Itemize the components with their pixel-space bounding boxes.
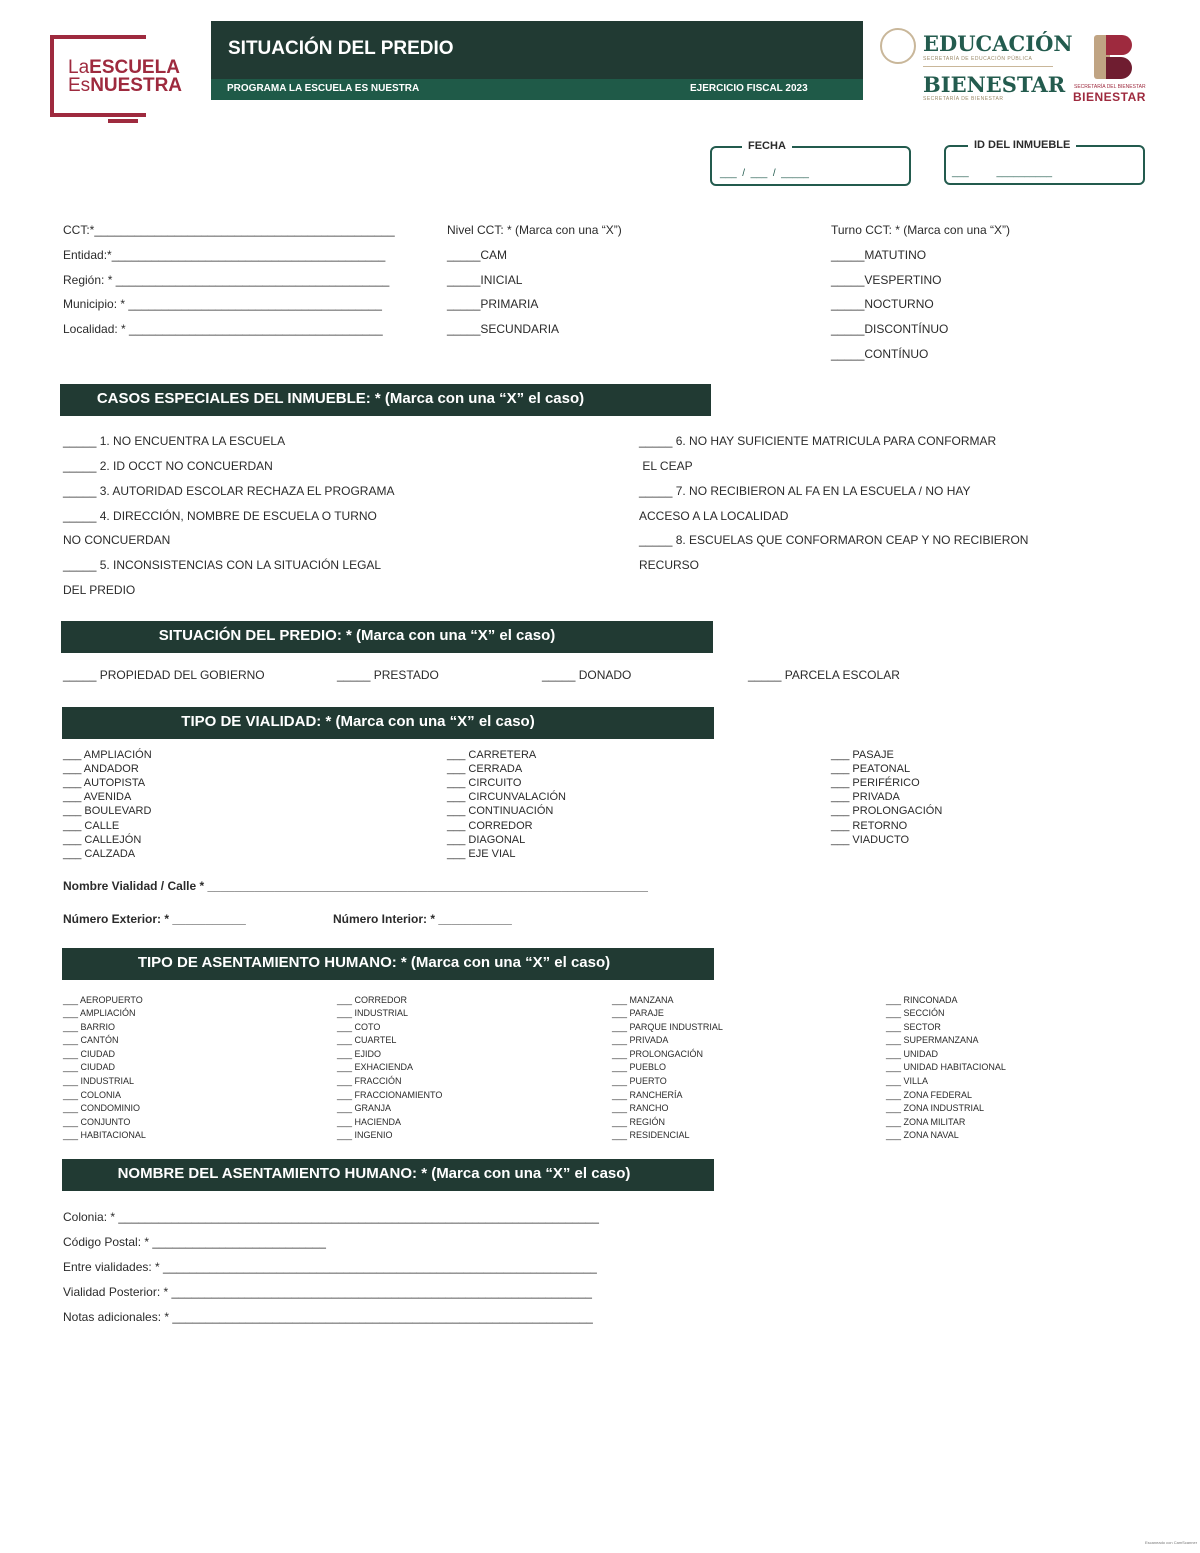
vialidad-option[interactable]: ___ EJE VIAL <box>447 848 516 860</box>
asentamiento-option[interactable]: ___ CIUDAD <box>63 1049 116 1059</box>
asentamiento-option[interactable]: ___ CANTÓN <box>63 1035 119 1045</box>
asentamiento-option[interactable]: ___ PUEBLO <box>612 1062 667 1072</box>
fiscal-year: EJERCICIO FISCAL 2023 <box>690 83 808 94</box>
national-seal-icon <box>880 28 916 64</box>
nombre-asentamiento-header: NOMBRE DEL ASENTAMIENTO HUMANO: * (Marca con una “X” el caso) <box>62 1159 714 1191</box>
asentamiento-option[interactable]: ___ VILLA <box>886 1076 929 1086</box>
vialidad-option[interactable]: ___ AUTOPISTA <box>63 777 146 789</box>
asentamiento-option[interactable]: ___ INDUSTRIAL <box>63 1076 135 1086</box>
asentamiento-option[interactable]: ___ ZONA FEDERAL <box>886 1090 973 1100</box>
predio-option[interactable]: _____ DONADO <box>542 668 632 682</box>
logo-nuestra: NUESTRA <box>90 75 183 96</box>
turno-cct-title: Turno CCT: * (Marca con una “X”) <box>831 223 1010 237</box>
vialidad-option[interactable]: ___ CALLE <box>63 820 120 832</box>
municipio-field[interactable]: Municipio: * ______________________________________ <box>63 297 382 311</box>
caso-option-continuation: DEL PREDIO <box>63 583 136 597</box>
nivel-option[interactable]: _____INICIAL <box>447 273 523 287</box>
asentamiento-option[interactable]: ___ COLONIA <box>63 1090 122 1100</box>
id-inmueble-label: ID DEL INMUEBLE <box>968 139 1076 151</box>
asentamiento-option[interactable]: ___ PRIVADA <box>612 1035 669 1045</box>
vialidad-option[interactable]: ___ RETORNO <box>831 820 908 832</box>
nivel-option[interactable]: _____CAM <box>447 248 508 262</box>
asentamiento-option[interactable]: ___ ZONA INDUSTRIAL <box>886 1103 985 1113</box>
caso-option[interactable]: _____ 4. DIRECCIÓN, NOMBRE DE ESCUELA O TURNO <box>63 509 377 523</box>
asentamiento-option[interactable]: ___ INGENIO <box>337 1130 393 1140</box>
numero-interior-field[interactable]: Número Interior: * ___________ <box>333 912 512 926</box>
vialidad-option[interactable]: ___ CONTINUACIÓN <box>447 805 554 817</box>
vialidad-option[interactable]: ___ PERIFÉRICO <box>831 777 920 789</box>
nivel-cct-title: Nivel CCT: * (Marca con una “X”) <box>447 223 622 237</box>
vialidad-option[interactable]: ___ VIADUCTO <box>831 834 910 846</box>
caso-option[interactable]: _____ 3. AUTORIDAD ESCOLAR RECHAZA EL PROGRAMA <box>63 484 395 498</box>
vialidad-option[interactable]: ___ PROLONGACIÓN <box>831 805 943 817</box>
predio-option[interactable]: _____ PROPIEDAD DEL GOBIERNO <box>63 668 265 682</box>
bienestar-subtitle: SECRETARÍA DE BIENESTAR <box>923 96 1004 102</box>
asentamiento-option[interactable]: ___ SECCIÓN <box>886 1008 945 1018</box>
entidad-field[interactable]: Entidad:*_________________________________________ <box>63 248 386 262</box>
vialidad-option[interactable]: ___ CIRCUNVALACIÓN <box>447 791 566 803</box>
program-strip <box>211 79 863 100</box>
id-inmueble-blank: ___ __________ <box>952 167 1053 178</box>
casos-especiales-header: CASOS ESPECIALES DEL INMUEBLE: * (Marca con una “X” el caso) <box>60 384 711 416</box>
vialidad-option[interactable]: ___ CIRCUITO <box>447 777 522 789</box>
asentamiento-option[interactable]: ___ HABITACIONAL <box>63 1130 146 1140</box>
asentamiento-option[interactable]: ___ SUPERMANZANA <box>886 1035 979 1045</box>
vialidad-option[interactable]: ___ BOULEVARD <box>63 805 152 817</box>
fecha-box[interactable] <box>710 140 911 186</box>
asentamiento-option[interactable]: ___ AEROPUERTO <box>63 995 143 1005</box>
fecha-label: FECHA <box>742 140 792 152</box>
notas-adicionales-field[interactable]: Notas adicionales: * _______________________________________________________________ <box>63 1310 593 1324</box>
fecha-blank: ___ / ___ / _____ <box>720 168 809 179</box>
vialidad-option[interactable]: ___ CARRETERA <box>447 749 537 761</box>
title-band <box>211 21 863 100</box>
caso-option[interactable]: _____ 5. INCONSISTENCIAS CON LA SITUACIÓN LEGAL <box>63 558 382 572</box>
vialidad-option[interactable]: ___ PEATONAL <box>831 763 911 775</box>
nombre-vialidad-field[interactable]: Nombre Vialidad / Calle * __________________________________________________________________ <box>63 879 648 893</box>
bienestar-b-logo-icon <box>1094 35 1132 79</box>
asentamiento-option[interactable]: ___ SECTOR <box>886 1022 941 1032</box>
asentamiento-option[interactable]: ___ UNIDAD <box>886 1049 939 1059</box>
id-inmueble-box[interactable] <box>944 139 1145 185</box>
nivel-option[interactable]: _____PRIMARIA <box>447 297 539 311</box>
caso-option-continuation: ACCESO A LA LOCALIDAD <box>639 509 789 523</box>
vialidad-option[interactable]: ___ AVENIDA <box>63 791 132 803</box>
vialidad-posterior-field[interactable]: Vialidad Posterior: * _______________________________________________________________ <box>63 1285 592 1299</box>
escuela-es-nuestra-logo <box>50 35 190 121</box>
educacion-title: EDUCACIÓN <box>923 31 1073 56</box>
asentamiento-option[interactable]: ___ CIUDAD <box>63 1062 116 1072</box>
bienestar-title: BIENESTAR <box>923 72 1066 97</box>
logo-escuela: ESCUELA <box>89 57 180 78</box>
turno-option[interactable]: _____MATUTINO <box>831 248 927 262</box>
situacion-predio-header: SITUACIÓN DEL PREDIO: * (Marca con una “X” el caso) <box>61 621 713 653</box>
vialidad-option[interactable]: ___ CORREDOR <box>447 820 533 832</box>
predio-option[interactable]: _____ PARCELA ESCOLAR <box>748 668 900 682</box>
asentamiento-option[interactable]: ___ MANZANA <box>612 995 674 1005</box>
tipo-vialidad-header: TIPO DE VIALIDAD: * (Marca con una “X” el caso) <box>62 707 714 739</box>
caso-option-continuation: EL CEAP <box>639 459 693 473</box>
asentamiento-option[interactable]: ___ CONDOMINIO <box>63 1103 141 1113</box>
asentamiento-option[interactable]: ___ HACIENDA <box>337 1117 402 1127</box>
asentamiento-option[interactable]: ___ RESIDENCIAL <box>612 1130 690 1140</box>
asentamiento-option[interactable]: ___ PUERTO <box>612 1076 667 1086</box>
logo-es: Es <box>68 75 91 96</box>
asentamiento-option[interactable]: ___ UNIDAD HABITACIONAL <box>886 1062 1006 1072</box>
cct-field[interactable]: CCT:*_____________________________________________ <box>63 223 395 237</box>
vialidad-option[interactable]: ___ CALZADA <box>63 848 136 860</box>
asentamiento-option[interactable]: ___ GRANJA <box>337 1103 392 1113</box>
program-name: PROGRAMA LA ESCUELA ES NUESTRA <box>227 83 420 94</box>
asentamiento-option[interactable]: ___ CONJUNTO <box>63 1117 131 1127</box>
predio-option[interactable]: _____ PRESTADO <box>337 668 439 682</box>
scanner-watermark: Escaneado con CamScanner <box>1145 1540 1198 1545</box>
asentamiento-option[interactable]: ___ REGIÓN <box>612 1117 666 1127</box>
region-field[interactable]: Región: * _________________________________________ <box>63 273 390 287</box>
logo-la: La <box>68 57 90 78</box>
caso-option-continuation: NO CONCUERDAN <box>63 533 171 547</box>
asentamiento-option[interactable]: ___ CUARTEL <box>337 1035 397 1045</box>
caso-option[interactable]: _____ 2. ID OCCT NO CONCUERDAN <box>63 459 273 473</box>
asentamiento-option[interactable]: ___ CORREDOR <box>337 995 408 1005</box>
logo-divider <box>923 66 1053 67</box>
asentamiento-option[interactable]: ___ ZONA MILITAR <box>886 1117 966 1127</box>
logo-text <box>68 59 182 95</box>
asentamiento-option[interactable]: ___ RINCONADA <box>886 995 958 1005</box>
asentamiento-option[interactable]: ___ FRACCIÓN <box>337 1076 402 1086</box>
nivel-option[interactable]: _____SECUNDARIA <box>447 322 560 336</box>
asentamiento-option[interactable]: ___ ZONA NAVAL <box>886 1130 959 1140</box>
asentamiento-option[interactable]: ___ PARQUE INDUSTRIAL <box>612 1022 723 1032</box>
asentamiento-option[interactable]: ___ RANCHO <box>612 1103 669 1113</box>
bienestar-logo-label: BIENESTAR <box>1073 90 1146 104</box>
vialidad-option[interactable]: ___ CALLEJÓN <box>63 834 142 846</box>
colonia-field[interactable]: Colonia: * ________________________________________________________________________ <box>63 1210 599 1224</box>
bienestar-logo-small: SECRETARÍA DEL BIENESTAR <box>1074 84 1146 90</box>
turno-option[interactable]: _____CONTÍNUO <box>831 347 929 361</box>
asentamiento-option[interactable]: ___ PROLONGACIÓN <box>612 1049 704 1059</box>
asentamiento-option[interactable]: ___ FRACCIONAMIENTO <box>337 1090 443 1100</box>
codigo-postal-field[interactable]: Código Postal: * __________________________ <box>63 1235 326 1249</box>
localidad-field[interactable]: Localidad: * ______________________________________ <box>63 322 383 336</box>
vialidad-option[interactable]: ___ ANDADOR <box>63 763 139 775</box>
caso-option[interactable]: _____ 8. ESCUELAS QUE CONFORMARON CEAP Y NO RECIBIERON <box>639 533 1029 547</box>
asentamiento-option[interactable]: ___ COTO <box>337 1022 381 1032</box>
vialidad-option[interactable]: ___ AMPLIACIÓN <box>63 749 152 761</box>
caso-option[interactable]: _____ 1. NO ENCUENTRA LA ESCUELA <box>63 434 286 448</box>
educacion-subtitle: SECRETARÍA DE EDUCACIÓN PÚBLICA <box>923 56 1033 62</box>
asentamiento-option[interactable]: ___ EJIDO <box>337 1049 382 1059</box>
caso-option[interactable]: _____ 6. NO HAY SUFICIENTE MATRICULA PARA CONFORMAR <box>639 434 997 448</box>
turno-option[interactable]: _____VESPERTINO <box>831 273 942 287</box>
asentamiento-option[interactable]: ___ INDUSTRIAL <box>337 1008 409 1018</box>
vialidad-option[interactable]: ___ PASAJE <box>831 749 894 761</box>
asentamiento-option[interactable]: ___ EXHACIENDA <box>337 1062 414 1072</box>
turno-option[interactable]: _____NOCTURNO <box>831 297 934 311</box>
asentamiento-option[interactable]: ___ RANCHERÍA <box>612 1090 683 1100</box>
page-title: SITUACIÓN DEL PREDIO <box>228 38 454 59</box>
numero-exterior-field[interactable]: Número Exterior: * ___________ <box>63 912 246 926</box>
asentamiento-option[interactable]: ___ PARAJE <box>612 1008 664 1018</box>
vialidad-option[interactable]: ___ CERRADA <box>447 763 523 775</box>
caso-option-continuation: RECURSO <box>639 558 700 572</box>
tipo-asentamiento-header: TIPO DE ASENTAMIENTO HUMANO: * (Marca con una “X” el caso) <box>62 948 714 980</box>
entre-vialidades-field[interactable]: Entre vialidades: * _________________________________________________________________ <box>63 1260 597 1274</box>
turno-option[interactable]: _____DISCONTÍNUO <box>831 322 949 336</box>
caso-option[interactable]: _____ 7. NO RECIBIERON AL FA EN LA ESCUELA / NO HAY <box>639 484 971 498</box>
logo-book-mark <box>108 105 138 123</box>
vialidad-option[interactable]: ___ DIAGONAL <box>447 834 526 846</box>
asentamiento-option[interactable]: ___ AMPLIACIÓN <box>63 1008 136 1018</box>
vialidad-option[interactable]: ___ PRIVADA <box>831 791 900 803</box>
asentamiento-option[interactable]: ___ BARRIO <box>63 1022 116 1032</box>
